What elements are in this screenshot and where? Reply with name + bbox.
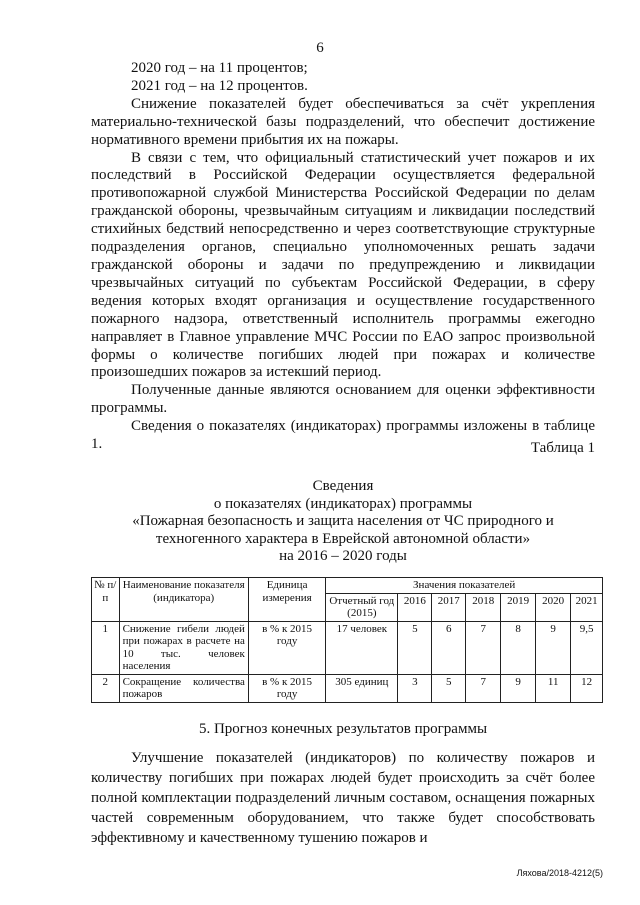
cell-value: 9,5 xyxy=(571,621,603,674)
section-title: 5. Прогноз конечных результатов программы xyxy=(198,721,488,737)
header-num: № п/п xyxy=(92,578,120,622)
cell-value: 3 xyxy=(398,674,432,702)
header-year: 2020 xyxy=(536,593,571,621)
header-year: 2016 xyxy=(398,593,432,621)
paragraph: Улучшение показателей (индикаторов) по количеству пожаров и количеству погибших при пожарах людей будет происходить за счёт более полной комплектации подразделений личным составом, оснащения пожарных частей современным оборудованием, что также будет способствовать эффективному и качественному тушению пожаров и xyxy=(91,750,595,846)
cell-base: 305 единиц xyxy=(326,674,398,702)
caption-line: Сведения xyxy=(312,478,374,494)
paragraph: В связи с тем, что официальный статистический учет пожаров и их последствий в Российской Федерации осуществляется федеральной противопожарной службой Министерства Российской Федерации по делам гражданской обороны, чрезвычайным ситуациям и ликвидации последствий стихийных бедствий непосредственно и через соответствующие структурные подразделения органов, специально уполномоченных решать задачи гражданской обороны и задачи по предупреждению и ликвидации чрезвычайных ситуаций по субъектам Российской Федерации, в сферу ведения которых входят организация и осуществление государственного пожарного надзора, ответственный исполнитель программы ежегодно направляет в Главное управление МЧС России по ЕАО запрос произвольной формы о количестве погибших людей при пожарах и количестве произошедших пожаров за истекший период. xyxy=(91,149,595,381)
header-name: Наименование показателя (индикатора) xyxy=(119,578,248,622)
cell-num: 1 xyxy=(92,621,120,674)
cell-value: 7 xyxy=(466,674,501,702)
cell-num: 2 xyxy=(92,674,120,702)
cell-value: 12 xyxy=(571,674,603,702)
paragraph: Сведения о показателях (индикаторах) программы изложены в таблице 1. xyxy=(91,418,595,453)
header-year: 2017 xyxy=(432,593,466,621)
table-row xyxy=(92,621,603,674)
indicators-table xyxy=(91,577,603,703)
table-caption xyxy=(91,478,595,566)
cell-value: 7 xyxy=(466,621,501,674)
table-header-row xyxy=(92,578,603,594)
header-values-group: Значения показателей xyxy=(326,578,603,594)
cell-value: 9 xyxy=(501,674,536,702)
footer-code: Ляхова/2018-4212(5) xyxy=(516,868,603,878)
caption-line: техногенного характера в Еврейской автономной области» xyxy=(155,530,531,547)
header-year: 2019 xyxy=(501,593,536,621)
paragraph: Полученные данные являются основанием для оценки эффективности программы. xyxy=(91,382,595,417)
header-year: 2021 xyxy=(571,593,603,621)
header-base-year: Отчетный год (2015) xyxy=(326,593,398,621)
cell-name: Сокращение количества пожаров xyxy=(119,674,248,702)
caption-line: о показателях (индикаторах) программы xyxy=(213,495,473,512)
table-row xyxy=(92,674,603,702)
paragraph: 2020 год – на 11 процентов; xyxy=(131,60,308,76)
paragraph: 2021 год – на 12 процентов. xyxy=(131,77,308,94)
table-number: Таблица 1 xyxy=(530,440,595,456)
body-text-top xyxy=(91,60,595,454)
cell-unit: в % к 2015 году xyxy=(248,621,325,674)
cell-base: 17 человек xyxy=(326,621,398,674)
cell-value: 11 xyxy=(536,674,571,702)
cell-value: 5 xyxy=(432,674,466,702)
cell-value: 9 xyxy=(536,621,571,674)
cell-unit: в % к 2015 году xyxy=(248,674,325,702)
body-text-bottom xyxy=(91,748,595,848)
cell-value: 5 xyxy=(398,621,432,674)
cell-value: 6 xyxy=(432,621,466,674)
header-unit: Единица измерения xyxy=(248,578,325,622)
cell-value: 8 xyxy=(501,621,536,674)
caption-line: «Пожарная безопасность и защита населения от ЧС природного и xyxy=(132,513,554,529)
page-number: 6 xyxy=(316,40,324,56)
paragraph: Снижение показателей будет обеспечиваться за счёт укрепления материально-технической базы подразделений, что обеспечит достижение нормативного времени прибытия их на пожары. xyxy=(91,95,595,148)
caption-line: на 2016 – 2020 годы xyxy=(279,548,407,564)
cell-name: Снижение гибели людей при пожарах в расчете на 10 тыс. человек населения xyxy=(119,621,248,674)
header-year: 2018 xyxy=(466,593,501,621)
